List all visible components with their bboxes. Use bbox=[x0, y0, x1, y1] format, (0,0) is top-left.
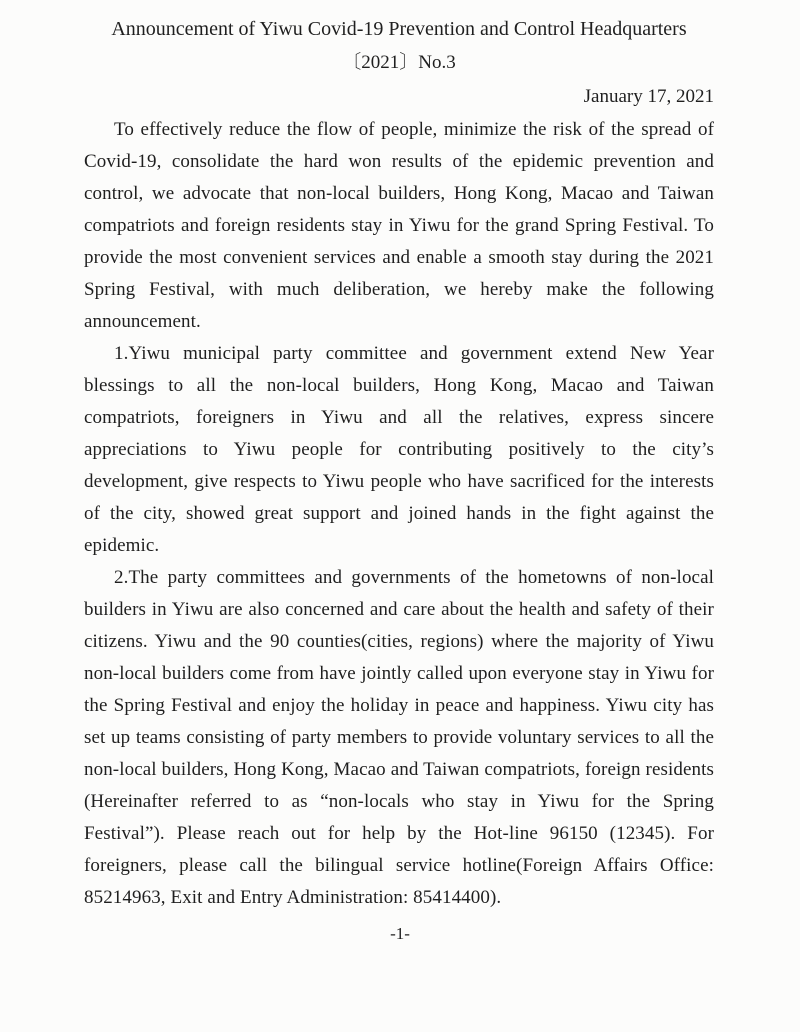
document-title: Announcement of Yiwu Covid-19 Prevention and Control Headquarters bbox=[111, 18, 687, 40]
document-number: 〔2021〕No.3 bbox=[342, 52, 456, 73]
page-number: -1- bbox=[390, 924, 410, 943]
paragraph-item-1: 1.Yiwu municipal party committee and government extend New Year blessings to all the non-local builders, Hong Kong, Macao and Taiwan compatriots, foreigners in Yiwu and all the relatives, express sincere appreciations to Yiwu people for contributing positively to the city’s development, give respects to Yiwu people who have sacrificed for the interests of the city, showed great support and joined hands in the fight against the epidemic. bbox=[84, 343, 714, 556]
document-date: January 17, 2021 bbox=[583, 86, 714, 107]
paragraph-item-2: 2.The party committees and governments of the hometowns of non-local builders in Yiwu are also concerned and care about the health and safety of their citizens. Yiwu and the 90 counties(cities, regions) where the majority of Yiwu non-local builders come from have jointly called upon everyone stay in Yiwu for the Spring Festival and enjoy the holiday in peace and happiness. Yiwu city has set up teams consisting of party members to provide voluntary services to all the non-local builders, Hong Kong, Macao and Taiwan compatriots, foreign residents (Hereinafter referred to as “non-locals who stay in Yiwu for the Spring Festival”). Please reach out for help by the Hot-line 96150 (12345). For foreigners, please call the bilingual service hotline(Foreign Affairs Office: 85214963, Exit and Entry Administration: 85414400). bbox=[84, 567, 714, 908]
paragraph-intro: To effectively reduce the flow of people, minimize the risk of the spread of Covid-19, consolidate the hard won results of the epidemic prevention and control, we advocate that non-local builders, Hong Kong, Macao and Taiwan compatriots and foreign residents stay in Yiwu for the grand Spring Festival. To provide the most convenient services and enable a smooth stay during the 2021 Spring Festival, with much deliberation, we hereby make the following announcement. bbox=[84, 119, 714, 332]
